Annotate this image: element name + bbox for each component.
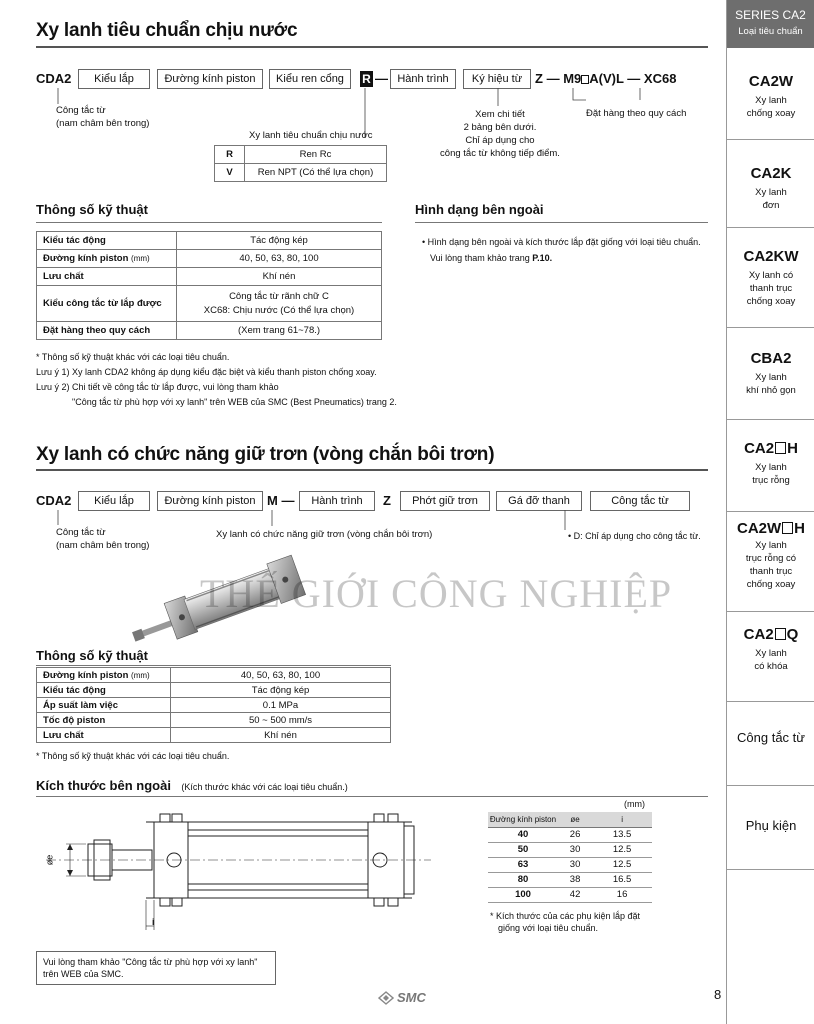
outer1-title: Hình dạng bên ngoài [415,202,544,217]
spec-key: Đặt hàng theo quy cách [37,322,177,340]
outer1-rule [415,222,708,223]
section2-title: Xy lanh có chức năng giữ trơn (vòng chắn bôi trơn) [36,444,495,465]
box-switch: Công tắc từ [590,491,690,511]
sidebar-desc-line: Xy lanh [755,462,787,473]
dims-note [490,910,640,934]
sidebar-code [727,520,814,537]
spec-key-unit: (mm) [131,670,150,680]
spec-key-text: Đường kính piston [43,669,129,681]
m-letter-text: M [267,493,278,508]
box-stroke: Hành trình [299,491,375,511]
sidebar-item-ca2wh[interactable] [727,512,814,612]
sidebar-code: Công tắc từ [737,730,805,745]
note-switch-line1: Công tắc từ [56,105,106,116]
box-mounting: Kiểu lắp [78,491,150,511]
watermark: THẾ GIỚI CÔNG NGHIỆP [200,571,673,616]
table-row [37,668,391,683]
sidebar-code-a: CA2 [744,440,775,457]
thread-value: Ren Rc [245,146,387,164]
dash: — [375,71,388,86]
sidebar-code-a: CA2W [736,520,782,537]
cell-bore: 63 [488,857,558,872]
spec-key-text: Đường kính piston [43,253,129,264]
table-row [37,232,382,250]
sidebar-item-ca2kw[interactable] [727,228,814,328]
cell-i: 12.5 [592,857,652,872]
spec-key: Kiểu tác động [37,232,177,250]
table-row [488,857,652,872]
thread-table [214,145,387,182]
sidebar-item-ca2h[interactable] [727,420,814,512]
table-row [37,322,382,340]
placeholder-square-icon [775,442,786,454]
spec1-rule [36,222,382,223]
dims-note-line: * Kích thước của các phụ kiện lắp đặt [490,911,641,921]
dash: — [281,493,295,508]
series-sidebar [726,0,814,1024]
sidebar-code-b: H [787,440,798,457]
table-row [488,842,652,857]
note-detail-line: Chỉ áp dụng cho [465,135,535,146]
sidebar-series: SERIES CA2 [735,8,806,22]
spec-value-line: Công tắc từ rãnh chữ C [229,290,329,302]
thread-code: R [215,146,245,164]
placeholder-square-icon [775,628,786,640]
spec-key-unit: (mm) [131,254,150,263]
box-bore: Đường kính piston [157,69,263,89]
spec2-rule [36,665,391,666]
sidebar-code: CBA2 [750,350,792,367]
cell-i: 13.5 [592,827,652,842]
dims-subtitle: (Kích thước khác với các loại tiêu chuẩn.) [181,782,348,792]
sidebar-desc-line: có khóa [754,661,788,672]
spec-value: 0.1 MPa [171,698,391,713]
spec-note: Lưu ý 1) Xy lanh CDA2 không áp dụng kiểu đặc biệt và kiểu thanh piston chống xoay. [36,367,377,377]
sidebar-item-ca2k[interactable] [727,140,814,228]
box-stroke: Hành trình [390,69,456,89]
spec-value: Khí nén [177,268,382,286]
note-detail [430,108,570,160]
sidebar-code: CA2K [750,165,792,182]
sidebar-header [727,0,814,48]
note2-caption: Xy lanh có chức năng giữ trơn (vòng chắn bôi trơn) [216,529,433,540]
outer1-text [422,236,722,264]
spec-value: (Xem trang 61~78.) [177,322,382,340]
sidebar-desc [727,186,814,212]
col-header: i [592,812,652,827]
spec-note: "Công tắc từ phù hợp với xy lanh" trên WEB của SMC (Best Pneumatics) trang 2. [72,397,397,407]
dims-title: Kích thước bên ngoài [36,778,171,793]
spec-value: 40, 50, 63, 80, 100 [171,668,391,683]
table-row [488,827,652,842]
box-mounting: Kiểu lắp [78,69,150,89]
note-order: Đặt hàng theo quy cách [586,108,687,119]
note-detail-line: 2 bảng bên dưới. [463,122,537,133]
cell-e: 30 [558,857,592,872]
sidebar-code: CA2KW [743,248,799,265]
spec2-note: * Thông số kỹ thuật khác với các loại tiêu chuẩn. [36,751,230,761]
section2-rule [36,469,708,471]
box-rod-bracket: Gá đỡ thanh [496,491,582,511]
table-row [37,286,382,322]
spec2-table [36,667,391,743]
cell-e: 30 [558,842,592,857]
sidebar-desc [727,647,814,673]
sidebar-item-accessories[interactable] [727,786,814,870]
sidebar-desc [727,269,814,308]
spec1-title: Thông số kỹ thuật [36,202,148,217]
spec-key [37,250,177,268]
label-oe: øe [44,854,55,866]
spec-key: Áp suất làm việc [37,698,171,713]
thread-caption: Xy lanh tiêu chuẩn chịu nước [249,130,373,141]
box-suffix: Ký hiệu từ [463,69,531,89]
cell-i: 16.5 [592,872,652,887]
spec-key: Lưu chất [37,268,177,286]
spec-value: 40, 50, 63, 80, 100 [177,250,382,268]
spec-value [177,286,382,322]
table-row [37,268,382,286]
spec2-title: Thông số kỹ thuật [36,648,148,663]
sidebar-code-b: Q [786,626,799,643]
sidebar-code [727,626,814,643]
cell-bore: 50 [488,842,558,857]
cell-i: 16 [592,887,652,902]
dims-table [488,812,652,903]
smc-logo-text: SMC [397,990,426,1005]
spec-value: 50 ~ 500 mm/s [171,713,391,728]
sidebar-desc [727,94,814,120]
suffix-m9: M9 [563,71,582,86]
table-row [488,887,652,902]
table-row [37,698,391,713]
note-switch-line2: (nam châm bên trong) [56,540,150,551]
smc-logo-icon [378,991,394,1005]
sidebar-desc-line: trục rỗng [752,475,790,486]
sidebar-code [727,440,814,457]
spec-note: * Thông số kỹ thuật khác với các loại tiêu chuẩn. [36,352,230,362]
sidebar-code-a: CA2 [743,626,774,643]
suffix-a: A(V)L [589,71,624,86]
sidebar-desc-line: Xy lanh [755,187,787,198]
box-wiper: Phớt giữ trơn [400,491,490,511]
sidebar-series-sub: Loại tiêu chuẩn [738,26,803,37]
spec-key: Tốc độ piston [37,713,171,728]
note-detail-line: Xem chi tiết [475,109,525,120]
thread-code: V [215,164,245,182]
box-port-thread: Kiểu ren cổng [269,69,351,89]
spec-key: Kiểu công tắc từ lắp được [37,286,177,322]
table-row [488,872,652,887]
page-number: 8 [714,987,722,1002]
reference-box [36,951,276,985]
sidebar-desc-line: Xy lanh có [748,270,794,281]
note-switch [56,104,149,130]
table-row [215,146,387,164]
table-header-row [488,812,652,827]
cell-bore: 80 [488,872,558,887]
box-bore: Đường kính piston [157,491,263,511]
sidebar-desc-line: Xy lanh [755,540,787,551]
sidebar-item-cba2[interactable] [727,328,814,420]
dims-header [36,777,348,795]
sidebar-desc-line: khí nhỏ gọn [746,385,796,396]
sidebar-desc-line: Xy lanh [755,372,787,383]
spec-note: Lưu ý 2) Chi tiết về công tắc từ lắp được, vui lòng tham khảo [36,382,279,392]
page-ref-link[interactable]: P.10. [532,253,553,263]
smc-logo [378,990,426,1005]
col-header: Đường kính piston [488,812,558,827]
sidebar-item-switch[interactable] [727,702,814,786]
table-row [37,250,382,268]
placeholder-square-icon [782,522,793,534]
sidebar-item-ca2q[interactable] [727,612,814,702]
suffix-xc: XC68 [643,71,677,86]
outer1-line: • Hình dạng bên ngoài và kích thước lắp đặt giống với loại tiêu chuẩn. [422,237,701,247]
cell-e: 38 [558,872,592,887]
note-switch-line1: Công tắc từ [56,527,106,538]
cell-i: 12.5 [592,842,652,857]
note-switch-line2: (nam châm bên trong) [56,118,150,129]
z-letter: Z [383,493,391,508]
sidebar-code-b: H [794,520,805,537]
table-row [37,683,391,698]
cell-bore: 40 [488,827,558,842]
sidebar-desc-line: đơn [762,200,780,211]
dims-unit: (mm) [624,799,645,809]
dimension-drawing [36,800,436,942]
r-letter-box: R [360,71,373,87]
sidebar-desc [727,371,814,397]
sidebar-desc-line: Xy lanh [755,95,787,106]
spec-value: Tác động kép [177,232,382,250]
sidebar-desc-line: thanh trục [749,283,793,294]
outer1-line: Vui lòng tham khảo trang [430,253,530,263]
spec1-table [36,231,382,340]
note2-d: • D: Chỉ áp dụng cho công tắc từ. [568,531,701,541]
spec1-notes [36,351,397,408]
label-i: i [152,917,155,927]
cell-e: 26 [558,827,592,842]
section1-title: Xy lanh tiêu chuẩn chịu nước [36,20,298,41]
thread-value: Ren NPT (Có thể lựa chọn) [245,164,387,182]
model-suffix: Z — M9 A(V)L — XC68 [535,71,677,86]
sidebar-desc-line: chống xoay [746,296,796,307]
dims-rule [36,796,708,797]
cell-e: 42 [558,887,592,902]
spec-key: Lưu chất [37,728,171,743]
col-header: øe [558,812,592,827]
spec-value: Khí nén [171,728,391,743]
sidebar-code: Phụ kiện [745,818,797,833]
sidebar-desc [727,461,814,487]
reference-line: trên WEB của SMC. [43,969,124,979]
sidebar-item-ca2w[interactable] [727,48,814,140]
table-row [215,164,387,182]
spec-key: Kiểu tác động [37,683,171,698]
cell-bore: 100 [488,887,558,902]
spec-key [37,668,171,683]
sidebar-desc-line: chống xoay [746,108,796,119]
model-prefix: CDA2 [36,71,72,86]
model2-prefix: CDA2 [36,493,72,508]
suffix-z: Z [535,71,543,86]
note-detail-line: công tắc từ không tiếp điểm. [440,148,560,159]
spec-value: Tác động kép [171,683,391,698]
sidebar-desc-line: Xy lanh [755,648,787,659]
table-row [37,728,391,743]
sidebar-desc [727,539,814,591]
spec-value-line: XC68: Chịu nước (Có thể lựa chọn) [203,304,355,316]
table-row [37,713,391,728]
note2-switch [56,526,149,552]
sidebar-code: CA2W [748,73,794,90]
sidebar-desc-line: chống xoay [746,579,796,590]
dims-note-line: giống với loại tiêu chuẩn. [498,923,598,933]
sidebar-desc-line: thanh trục [749,566,793,577]
reference-line: Vui lòng tham khảo "Công tắc từ phù hợp với xy lanh" [43,957,258,967]
sidebar-desc-line: trục rỗng có [745,553,797,564]
